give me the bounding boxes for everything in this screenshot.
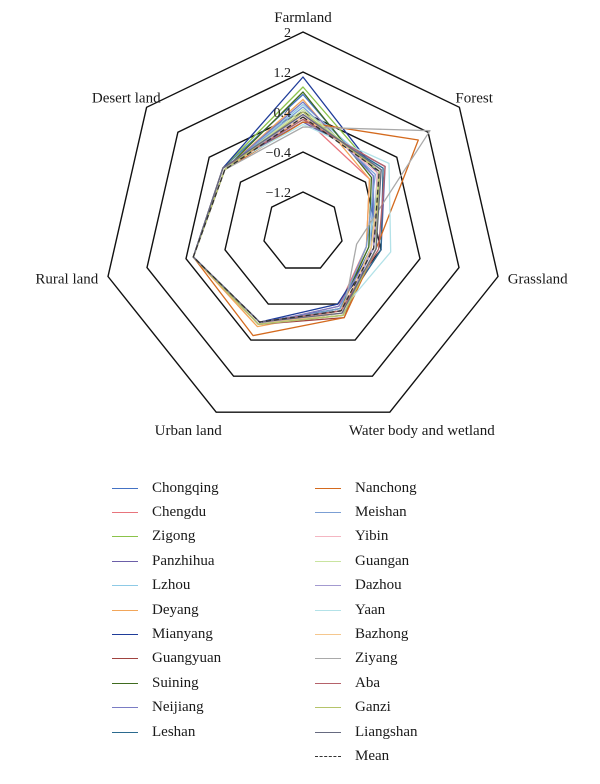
legend-label: Aba bbox=[355, 674, 380, 691]
legend bbox=[112, 476, 472, 776]
legend-item-chengdu bbox=[112, 500, 221, 524]
legend-swatch bbox=[112, 683, 138, 684]
legend-label: Bazhong bbox=[355, 626, 409, 643]
legend-item-guangan bbox=[315, 549, 417, 573]
legend-item-mean bbox=[315, 744, 417, 768]
legend-swatch bbox=[112, 634, 138, 635]
tick-label-2: 0.4 bbox=[273, 106, 291, 121]
legend-label: Guangyuan bbox=[152, 650, 222, 667]
legend-swatch bbox=[112, 488, 138, 489]
legend-item-nanchong bbox=[315, 476, 417, 500]
legend-label: Suining bbox=[152, 674, 199, 691]
legend-swatch bbox=[315, 756, 341, 757]
tick-label-1: −0.4 bbox=[265, 146, 291, 161]
radial-ticks bbox=[266, 26, 291, 201]
legend-item-ziyang bbox=[315, 647, 417, 671]
legend-item-ganzi bbox=[315, 696, 417, 720]
legend-swatch bbox=[315, 561, 341, 562]
legend-label: Ziyang bbox=[355, 650, 398, 667]
legend-item-deyang bbox=[112, 598, 221, 622]
legend-swatch bbox=[315, 512, 341, 513]
legend-item-mianyang bbox=[112, 622, 221, 646]
axis-label-farmland: Farmland bbox=[274, 10, 332, 26]
legend-item-yibin bbox=[315, 525, 417, 549]
legend-swatch bbox=[315, 707, 341, 708]
legend-item-suining bbox=[112, 671, 221, 695]
grid-ring-0 bbox=[264, 192, 342, 268]
radar-grid bbox=[108, 32, 498, 412]
legend-column-left bbox=[112, 476, 221, 744]
legend-label: Leshan bbox=[152, 723, 196, 740]
legend-item-chongqing bbox=[112, 476, 221, 500]
legend-item-meishan bbox=[315, 500, 417, 524]
legend-swatch bbox=[315, 658, 341, 659]
axis-label-desert-land: Desert land bbox=[91, 90, 161, 107]
axis-label-urban-land: Urban land bbox=[154, 423, 222, 440]
legend-label: Mean bbox=[355, 747, 390, 764]
legend-item-neijiang bbox=[112, 696, 221, 720]
legend-swatch bbox=[315, 488, 341, 489]
legend-swatch bbox=[112, 658, 138, 659]
legend-item-yaan bbox=[315, 598, 417, 622]
legend-swatch bbox=[112, 536, 138, 537]
tick-label-3: 1.2 bbox=[273, 66, 291, 81]
legend-label: Chengdu bbox=[152, 504, 207, 521]
axis-label-forest: Forest bbox=[455, 90, 493, 107]
legend-swatch bbox=[112, 512, 138, 513]
legend-item-aba bbox=[315, 671, 417, 695]
legend-label: Yibin bbox=[355, 528, 389, 545]
axis-label-grassland: Grassland bbox=[507, 271, 568, 288]
axis-label-water-body-and-wetland: Water body and wetland bbox=[348, 423, 495, 440]
legend-swatch bbox=[112, 732, 138, 733]
legend-label: Lzhou bbox=[152, 577, 191, 594]
legend-label: Chongqing bbox=[152, 479, 219, 496]
legend-item-leshan bbox=[112, 720, 221, 744]
legend-label: Deyang bbox=[152, 601, 199, 618]
legend-item-lzhou bbox=[112, 574, 221, 598]
legend-item-dazhou bbox=[315, 574, 417, 598]
axis-label-rural-land: Rural land bbox=[35, 271, 99, 288]
legend-swatch bbox=[112, 561, 138, 562]
legend-swatch bbox=[315, 732, 341, 733]
legend-swatch bbox=[315, 610, 341, 611]
tick-label-0: −1.2 bbox=[265, 186, 291, 201]
grid-ring-4 bbox=[108, 32, 498, 412]
legend-item-bazhong bbox=[315, 622, 417, 646]
legend-label: Yaan bbox=[355, 601, 386, 618]
legend-label: Zigong bbox=[152, 528, 196, 545]
legend-item-panzhihua bbox=[112, 549, 221, 573]
legend-label: Panzhihua bbox=[152, 552, 215, 569]
legend-label: Neijiang bbox=[152, 699, 204, 716]
legend-swatch bbox=[112, 585, 138, 586]
legend-column-right bbox=[315, 476, 417, 769]
axis-labels bbox=[35, 10, 568, 439]
legend-label: Guangan bbox=[355, 552, 410, 569]
legend-label: Nanchong bbox=[355, 479, 417, 496]
tick-label-4: 2 bbox=[284, 26, 291, 41]
legend-swatch bbox=[112, 707, 138, 708]
legend-label: Mianyang bbox=[152, 626, 213, 643]
legend-swatch bbox=[315, 634, 341, 635]
legend-swatch bbox=[315, 683, 341, 684]
legend-swatch bbox=[112, 610, 138, 611]
legend-label: Meishan bbox=[355, 504, 407, 521]
legend-swatch bbox=[315, 536, 341, 537]
legend-label: Dazhou bbox=[355, 577, 402, 594]
legend-item-guangyuan bbox=[112, 647, 221, 671]
legend-item-liangshan bbox=[315, 720, 417, 744]
legend-swatch bbox=[315, 585, 341, 586]
legend-label: Liangshan bbox=[355, 723, 418, 740]
legend-item-zigong bbox=[112, 525, 221, 549]
legend-label: Ganzi bbox=[355, 699, 391, 716]
